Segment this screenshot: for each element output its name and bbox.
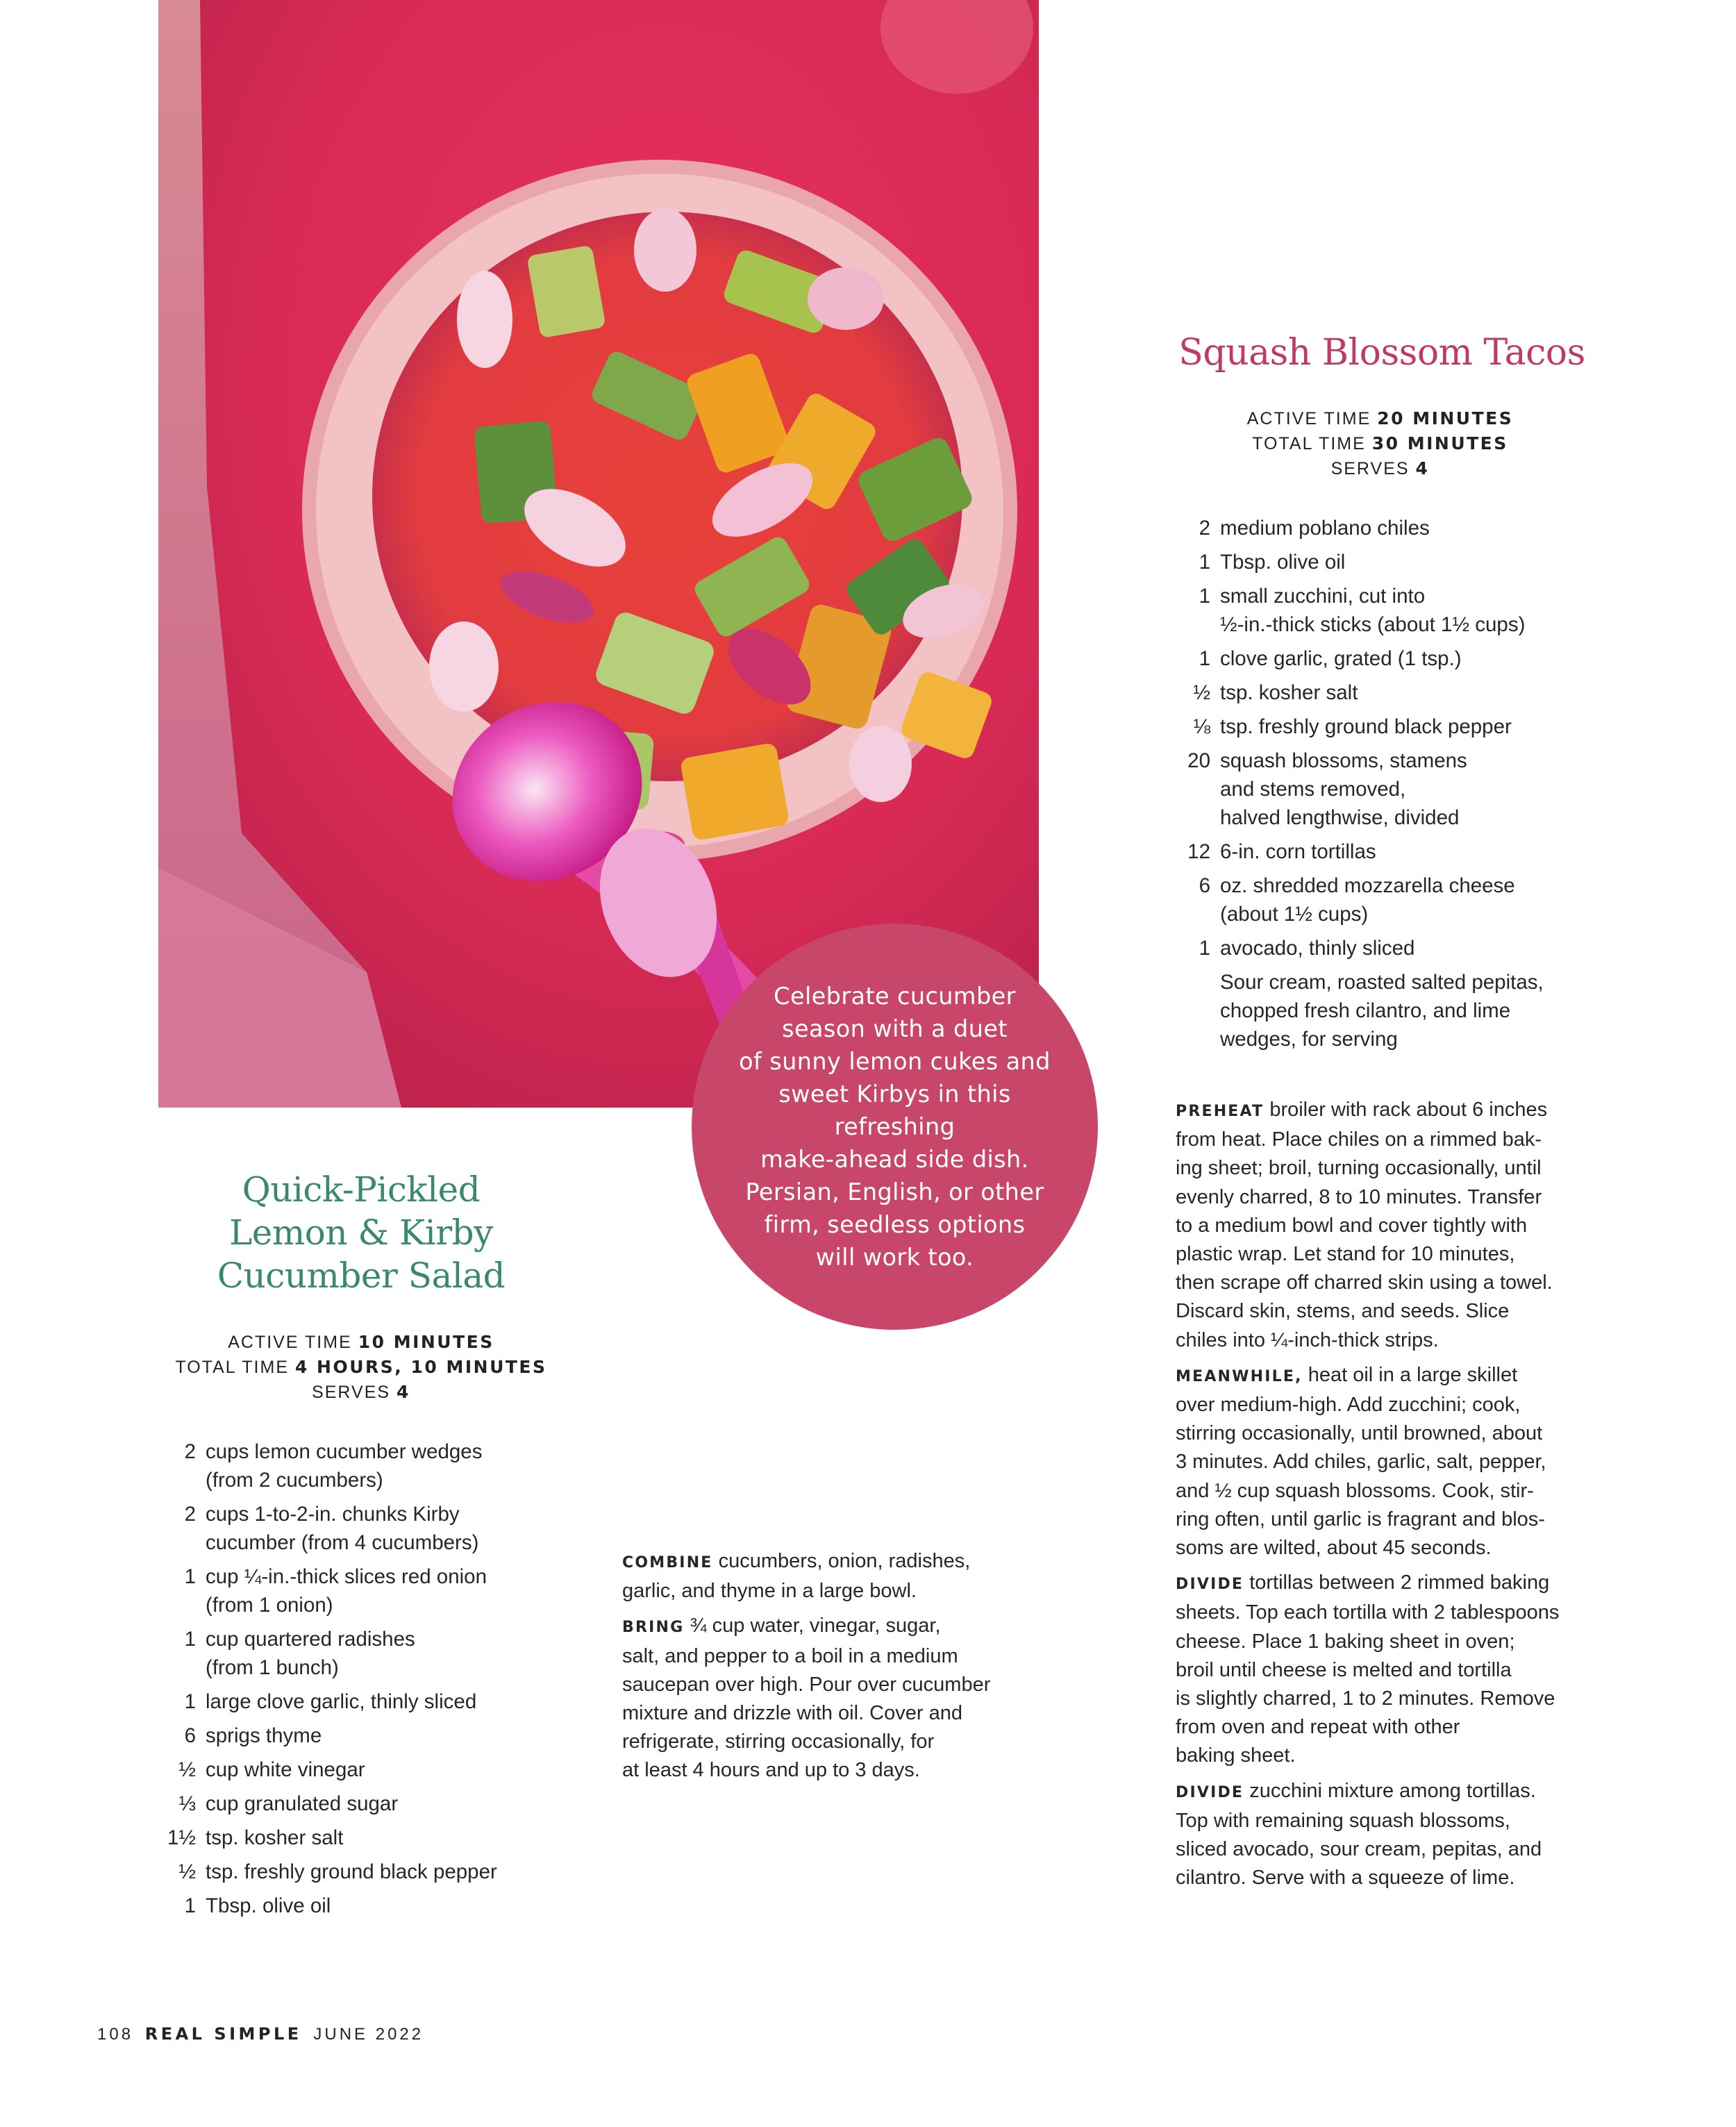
pull-quote-circle	[692, 924, 1098, 1330]
ingredient-item: 20 squash blossoms, stamens and stems removed, halved lengthwise, divided	[1187, 749, 1467, 829]
tacos-recipe-title: Squash Blossom Tacos	[1178, 332, 1585, 374]
page-footer	[97, 2024, 424, 2044]
ingredient-item: ⅛ tsp. freshly ground black pepper	[1193, 715, 1512, 738]
ingredient-item: 6 oz. shredded mozzarella cheese (about 1½ cups)	[1199, 874, 1515, 926]
tacos-recipe-meta	[1180, 406, 1580, 481]
direction-step: PREHEAT broiler with rack about 6 inches from heat. Place chiles on a rimmed bak- ing sheet; broil, turning occasionally, until evenly charred, 8 to 10 minutes. Transfer to a medium bowl and cover tightly with plastic wrap. Let stand for 10 minutes, then scrape off charred skin using a towel. Discard skin, stems, and seeds. Slice chiles into ¼-inch-thick strips.	[1176, 1099, 1553, 1351]
ingredient-item: 6 sprigs thyme	[184, 1724, 322, 1747]
salad-title-line: Quick-Pickled	[242, 1169, 481, 1210]
ingredient-item: ½ cup white vinegar	[178, 1758, 365, 1781]
direction-step: DIVIDE zucchini mixture among tortillas. Top with remaining squash blossoms, sliced avocado, sour cream, pepitas, and cilantro. Serve with a squeeze of lime.	[1176, 1779, 1542, 1890]
ingredient-item: 1 avocado, thinly sliced	[1199, 937, 1415, 960]
tacos-directions	[1176, 1096, 1606, 1899]
salad-active-time: ACTIVE TIME 10 MINUTES	[228, 1332, 494, 1352]
ingredient-item: 2 cups 1-to-2-in. chunks Kirby cucumber (from 4 cucumbers)	[184, 1503, 479, 1554]
ingredient-item: 1 large clove garlic, thinly sliced	[184, 1690, 477, 1713]
ingredient-item: ½ tsp. freshly ground black pepper	[178, 1860, 497, 1883]
salad-title-line: Lemon & Kirby	[229, 1212, 493, 1253]
page-number: 108	[97, 2025, 134, 2044]
salad-serves: SERVES 4	[312, 1382, 410, 1402]
ingredient-item: 1 small zucchini, cut into ½-in.-thick sticks (about 1½ cups)	[1199, 585, 1526, 636]
pull-quote-text: Celebrate cucumber season with a duet of sunny lemon cukes and sweet Kirbys in this refreshing make-ahead side dish. Persian, English, or other firm, seedless options will work too.	[739, 983, 1051, 1271]
salad-recipe-meta	[153, 1330, 569, 1405]
tacos-serves: SERVES 4	[1330, 458, 1430, 478]
ingredient-item: 1 cup quartered radishes (from 1 bunch)	[184, 1628, 415, 1679]
ingredient-item: ½ tsp. kosher salt	[1193, 681, 1358, 704]
ingredient-item: 2 medium poblano chiles	[1199, 517, 1430, 540]
ingredient-item: 2 cups lemon cucumber wedges (from 2 cucumbers)	[184, 1440, 483, 1492]
ingredient-item: Sour cream, roasted salted pepitas, chopped fresh cilantro, and lime wedges, for serving	[1220, 971, 1544, 1051]
direction-step: DIVIDE tortillas between 2 rimmed baking sheets. Top each tortilla with 2 tablespoons cheese. Place 1 baking sheet in oven; broil until cheese is melted and tortilla is slightly charred, 1 to 2 minutes. Remove from oven and repeat with other baking sheet.	[1176, 1571, 1560, 1767]
ingredient-item: 1½ tsp. kosher salt	[167, 1826, 344, 1849]
ingredient-item: 1 clove garlic, grated (1 tsp.)	[1199, 647, 1462, 670]
tacos-ingredient-list	[1169, 514, 1585, 1059]
direction-step: COMBINE cucumbers, onion, radishes, garlic, and thyme in a large bowl.	[622, 1550, 971, 1603]
salad-recipe-title	[167, 1168, 556, 1297]
salad-ingredient-list	[154, 1437, 571, 1926]
ingredient-item: 1 Tbsp. olive oil	[184, 1894, 331, 1917]
ingredient-item: 1 Tbsp. olive oil	[1199, 551, 1346, 574]
salad-total-time: TOTAL TIME 4 HOURS, 10 MINUTES	[175, 1357, 547, 1377]
tacos-active-time: ACTIVE TIME 20 MINUTES	[1246, 408, 1514, 428]
direction-step: BRING ¾ cup water, vinegar, sugar, salt, and pepper to a boil in a medium saucepan over high. Pour over cucumber mixture and drizzle with oil. Cover and refrigerate, stirring occasionally, for at least 4 hours and up to 3 days.	[622, 1615, 991, 1782]
salad-directions	[622, 1547, 1039, 1792]
salad-title-line: Cucumber Salad	[217, 1256, 506, 1296]
direction-step: MEANWHILE, heat oil in a large skillet over medium-high. Add zucchini; cook, stirring occasionally, until browned, about 3 minutes. Add chiles, garlic, salt, pepper, and ½ cup squash blossoms. Cook, stir- ring often, until garlic is fragrant and blos- soms are wilted, about 45 seconds.	[1176, 1363, 1546, 1560]
ingredient-item: ⅓ cup granulated sugar	[178, 1792, 399, 1815]
ingredient-item: 1 cup ¼-in.-thick slices red onion (from 1 onion)	[184, 1565, 487, 1617]
issue-date: JUNE 2022	[313, 2025, 424, 2044]
ingredient-item: 12 6-in. corn tortillas	[1187, 840, 1376, 863]
magazine-name: REAL SIMPLE	[144, 2024, 302, 2044]
tacos-total-time: TOTAL TIME 30 MINUTES	[1252, 433, 1508, 453]
